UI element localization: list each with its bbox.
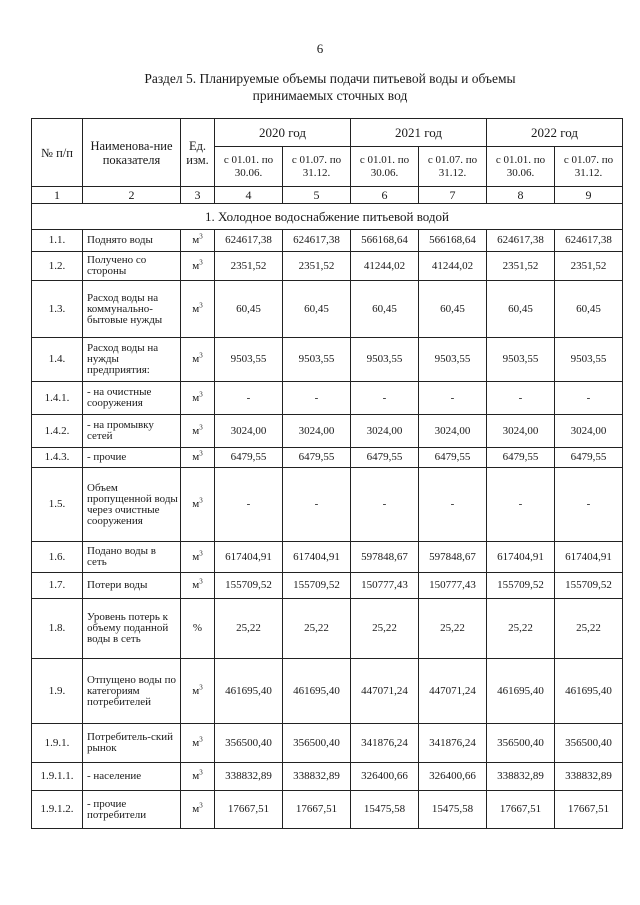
value-cell: 41244,02 — [351, 252, 419, 281]
table-row — [32, 382, 623, 415]
unit-text: м — [192, 391, 200, 404]
value-cell: - — [215, 468, 283, 542]
row-number: 1.9. — [32, 659, 83, 724]
indicator-name: - на промывку сетей — [83, 415, 181, 448]
unit-text: м — [192, 234, 200, 246]
row-number: 1.9.1.2. — [32, 791, 83, 829]
unit-text: м — [192, 803, 200, 815]
value-cell: 3024,00 — [283, 415, 351, 448]
row-number: 1.4. — [32, 338, 83, 382]
column-number: 4 — [215, 187, 283, 204]
value-cell: 9503,55 — [283, 338, 351, 382]
value-cell: 447071,24 — [419, 659, 487, 724]
unit-cell — [181, 791, 215, 829]
table-row — [32, 573, 623, 599]
value-cell: - — [351, 382, 419, 415]
unit-text: м — [192, 684, 200, 697]
indicator-name: Расход воды на коммунально-бытовые нужды — [83, 281, 181, 338]
value-cell: - — [555, 382, 623, 415]
value-cell: 155709,52 — [555, 573, 623, 599]
title-line-1: Раздел 5. Планируемые объемы подачи питьевой воды и объемы — [144, 71, 516, 86]
indicator-name: Потребитель-ский рынок — [83, 724, 181, 763]
value-cell: 9503,55 — [555, 338, 623, 382]
column-number: 2 — [83, 187, 181, 204]
value-cell: 6479,55 — [283, 448, 351, 468]
unit-text: м — [192, 498, 200, 510]
value-cell: 155709,52 — [283, 573, 351, 599]
indicator-name: Отпущено воды по категориям потребителей — [83, 659, 181, 724]
value-cell: 3024,00 — [487, 415, 555, 448]
unit-text: м — [192, 302, 200, 315]
table-row — [32, 281, 623, 338]
header-period: с 01.07. по 31.12. — [283, 147, 351, 187]
value-cell: 356500,40 — [487, 724, 555, 763]
indicator-name: Уровень потерь к объему поданной воды в сеть — [83, 599, 181, 659]
indicator-name: Объем пропущенной воды через очистные сооружения — [83, 468, 181, 542]
value-cell: - — [283, 382, 351, 415]
row-number: 1.9.1. — [32, 724, 83, 763]
value-cell: 2351,52 — [215, 252, 283, 281]
value-cell: 3024,00 — [419, 415, 487, 448]
value-cell: 25,22 — [283, 599, 351, 659]
value-cell: - — [215, 382, 283, 415]
unit-superscript: 3 — [199, 351, 203, 360]
unit-superscript: 3 — [199, 257, 203, 266]
value-cell: 17667,51 — [487, 791, 555, 829]
value-cell: 60,45 — [351, 281, 419, 338]
value-cell: 566168,64 — [351, 230, 419, 252]
row-number: 1.6. — [32, 542, 83, 573]
value-cell: 15475,58 — [351, 791, 419, 829]
header-period: с 01.01. по 30.06. — [351, 147, 419, 187]
value-cell: 150777,43 — [351, 573, 419, 599]
indicator-name: Подано воды в сеть — [83, 542, 181, 573]
value-cell: 15475,58 — [419, 791, 487, 829]
column-number: 1 — [32, 187, 83, 204]
unit-text: м — [192, 770, 200, 782]
indicator-name: - прочие потребители — [83, 791, 181, 829]
value-cell: 461695,40 — [283, 659, 351, 724]
column-number: 7 — [419, 187, 487, 204]
value-cell: 356500,40 — [283, 724, 351, 763]
unit-superscript: 3 — [199, 548, 203, 557]
value-cell: 624617,38 — [487, 230, 555, 252]
title-line-2: принимаемых сточных вод — [252, 88, 408, 103]
row-number: 1.3. — [32, 281, 83, 338]
unit-text: м — [192, 451, 200, 463]
value-cell: 461695,40 — [555, 659, 623, 724]
value-cell: - — [487, 382, 555, 415]
indicator-name: - на очистные сооружения — [83, 382, 181, 415]
header-period: с 01.01. по 30.06. — [487, 147, 555, 187]
unit-superscript: 3 — [199, 682, 203, 691]
value-cell: 338832,89 — [283, 763, 351, 791]
value-cell: 326400,66 — [419, 763, 487, 791]
row-number: 1.5. — [32, 468, 83, 542]
unit-superscript: 3 — [199, 389, 203, 398]
column-number: 5 — [283, 187, 351, 204]
table-row — [32, 659, 623, 724]
value-cell: 447071,24 — [351, 659, 419, 724]
value-cell: 461695,40 — [487, 659, 555, 724]
unit-superscript: 3 — [199, 232, 203, 241]
value-cell: 617404,91 — [555, 542, 623, 573]
value-cell: 60,45 — [555, 281, 623, 338]
indicator-name: - население — [83, 763, 181, 791]
value-cell: 341876,24 — [351, 724, 419, 763]
value-cell: 338832,89 — [215, 763, 283, 791]
unit-cell — [181, 281, 215, 338]
header-col-no: № п/п — [32, 119, 83, 187]
value-cell: - — [419, 468, 487, 542]
value-cell: 338832,89 — [555, 763, 623, 791]
value-cell: 9503,55 — [487, 338, 555, 382]
row-number: 1.7. — [32, 573, 83, 599]
column-number: 3 — [181, 187, 215, 204]
column-number: 8 — [487, 187, 555, 204]
value-cell: 17667,51 — [555, 791, 623, 829]
row-number: 1.8. — [32, 599, 83, 659]
header-year-2022: 2022 год — [487, 119, 623, 147]
unit-superscript: 3 — [199, 734, 203, 743]
value-cell: 60,45 — [419, 281, 487, 338]
unit-cell — [181, 659, 215, 724]
value-cell: 6479,55 — [555, 448, 623, 468]
unit-cell — [181, 252, 215, 281]
value-cell: 338832,89 — [487, 763, 555, 791]
page-title — [60, 70, 600, 104]
unit-cell — [181, 230, 215, 252]
value-cell: 41244,02 — [419, 252, 487, 281]
column-number: 9 — [555, 187, 623, 204]
unit-text: м — [192, 424, 200, 437]
value-cell: 60,45 — [487, 281, 555, 338]
row-number: 1.4.1. — [32, 382, 83, 415]
unit-cell — [181, 724, 215, 763]
header-year-2020: 2020 год — [215, 119, 351, 147]
indicator-name: Поднято воды — [83, 230, 181, 252]
indicator-name: - прочие — [83, 448, 181, 468]
unit-superscript: 3 — [199, 496, 203, 505]
unit-cell — [181, 448, 215, 468]
row-number: 1.9.1.1. — [32, 763, 83, 791]
value-cell: 566168,64 — [419, 230, 487, 252]
table-row — [32, 415, 623, 448]
value-cell: 617404,91 — [283, 542, 351, 573]
value-cell: 341876,24 — [419, 724, 487, 763]
section-title: 1. Холодное водоснабжение питьевой водой — [32, 204, 623, 230]
header-col-unit: Ед. изм. — [181, 119, 215, 187]
value-cell: 3024,00 — [351, 415, 419, 448]
header-year-2021: 2021 год — [351, 119, 487, 147]
value-cell: 2351,52 — [283, 252, 351, 281]
row-number: 1.2. — [32, 252, 83, 281]
value-cell: 25,22 — [419, 599, 487, 659]
unit-superscript: 3 — [199, 449, 203, 458]
unit-superscript: 3 — [199, 577, 203, 586]
value-cell: 624617,38 — [555, 230, 623, 252]
value-cell: 17667,51 — [283, 791, 351, 829]
value-cell: 624617,38 — [283, 230, 351, 252]
value-cell: - — [555, 468, 623, 542]
value-cell: 155709,52 — [487, 573, 555, 599]
value-cell: 25,22 — [351, 599, 419, 659]
value-cell: 150777,43 — [419, 573, 487, 599]
value-cell: 326400,66 — [351, 763, 419, 791]
table-row — [32, 230, 623, 252]
value-cell: 155709,52 — [215, 573, 283, 599]
unit-text: м — [192, 579, 200, 591]
value-cell: 60,45 — [215, 281, 283, 338]
unit-superscript: 3 — [199, 422, 203, 431]
table-row — [32, 468, 623, 542]
water-supply-table — [31, 118, 623, 829]
unit-superscript: 3 — [199, 768, 203, 777]
table-row — [32, 724, 623, 763]
value-cell: 3024,00 — [215, 415, 283, 448]
unit-cell — [181, 542, 215, 573]
unit-cell — [181, 763, 215, 791]
table-row — [32, 791, 623, 829]
value-cell: 6479,55 — [351, 448, 419, 468]
value-cell: 461695,40 — [215, 659, 283, 724]
value-cell: - — [351, 468, 419, 542]
unit-cell — [181, 415, 215, 448]
unit-superscript: 3 — [199, 801, 203, 810]
row-number: 1.4.2. — [32, 415, 83, 448]
header-period: с 01.07. по 31.12. — [555, 147, 623, 187]
value-cell: 356500,40 — [215, 724, 283, 763]
unit-cell — [181, 599, 215, 659]
value-cell: 9503,55 — [215, 338, 283, 382]
value-cell: 2351,52 — [555, 252, 623, 281]
value-cell: 3024,00 — [555, 415, 623, 448]
table-row — [32, 763, 623, 791]
value-cell: 9503,55 — [419, 338, 487, 382]
value-cell: - — [487, 468, 555, 542]
value-cell: 617404,91 — [487, 542, 555, 573]
indicator-name: Получено со стороны — [83, 252, 181, 281]
header-col-name: Наименова-ние показателя — [83, 119, 181, 187]
value-cell: 6479,55 — [419, 448, 487, 468]
value-cell: 356500,40 — [555, 724, 623, 763]
table-row — [32, 338, 623, 382]
table-row — [32, 252, 623, 281]
value-cell: 6479,55 — [487, 448, 555, 468]
column-number: 6 — [351, 187, 419, 204]
value-cell: - — [419, 382, 487, 415]
value-cell: 2351,52 — [487, 252, 555, 281]
unit-cell — [181, 382, 215, 415]
table-row — [32, 542, 623, 573]
unit-cell — [181, 468, 215, 542]
value-cell: 617404,91 — [215, 542, 283, 573]
value-cell: 25,22 — [215, 599, 283, 659]
unit-cell — [181, 338, 215, 382]
row-number: 1.4.3. — [32, 448, 83, 468]
value-cell: 25,22 — [555, 599, 623, 659]
unit-text: м — [192, 353, 200, 365]
unit-cell — [181, 573, 215, 599]
value-cell: 60,45 — [283, 281, 351, 338]
value-cell: 25,22 — [487, 599, 555, 659]
page-number: 6 — [316, 41, 324, 56]
unit-superscript: 3 — [199, 300, 203, 309]
value-cell: 9503,55 — [351, 338, 419, 382]
header-period: с 01.01. по 30.06. — [215, 147, 283, 187]
row-number: 1.1. — [32, 230, 83, 252]
indicator-name: Потери воды — [83, 573, 181, 599]
unit-text: % — [192, 622, 203, 634]
indicator-name: Расход воды на нужды предприятия: — [83, 338, 181, 382]
value-cell: 6479,55 — [215, 448, 283, 468]
unit-text: м — [192, 736, 200, 749]
table-row — [32, 599, 623, 659]
value-cell: - — [283, 468, 351, 542]
header-period: с 01.07. по 31.12. — [419, 147, 487, 187]
value-cell: 624617,38 — [215, 230, 283, 252]
unit-text: м — [192, 550, 200, 563]
value-cell: 597848,67 — [419, 542, 487, 573]
table-row — [32, 448, 623, 468]
value-cell: 597848,67 — [351, 542, 419, 573]
unit-text: м — [192, 259, 200, 272]
value-cell: 17667,51 — [215, 791, 283, 829]
